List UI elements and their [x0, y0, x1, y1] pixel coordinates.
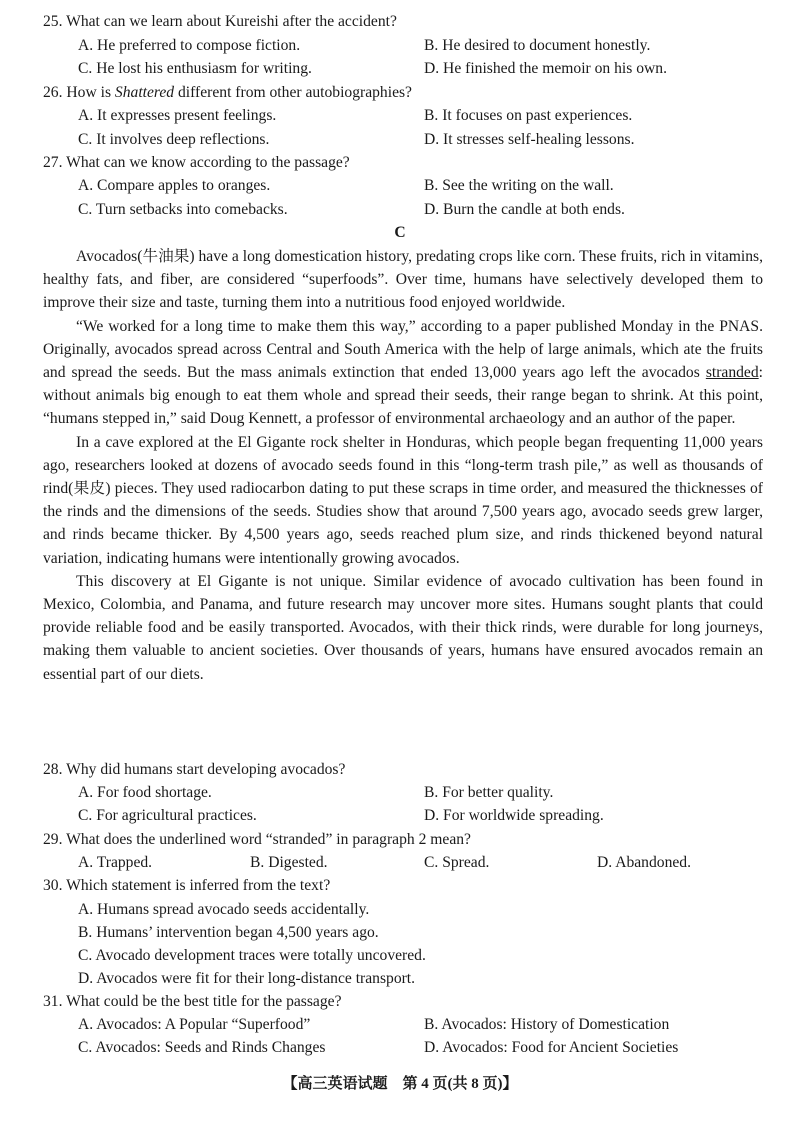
question-25-stem: 25. What can we learn about Kureishi after the accident?	[43, 13, 397, 30]
question-26-stem-suffix: different from other autobiographies?	[174, 84, 412, 101]
question-31-stem: 31. What could be the best title for the passage?	[43, 993, 342, 1010]
page-footer: 【高三英语试题 第 4 页(共 8 页)】	[282, 1076, 518, 1092]
question-27-option-c: C. Turn setbacks into comebacks.	[78, 201, 288, 218]
question-31-option-a: A. Avocados: A Popular “Superfood”	[78, 1016, 311, 1033]
passage	[43, 245, 763, 686]
question-27-option-b: B. See the writing on the wall.	[424, 177, 614, 194]
question-26-stem-title: Shattered	[114, 84, 175, 101]
section-label: C	[394, 224, 406, 241]
question-30-option-b: B. Humans’ intervention began 4,500 years ago.	[78, 924, 379, 941]
question-27-stem: 27. What can we know according to the passage?	[43, 154, 350, 171]
question-30-option-d: D. Avocados were fit for their long-distance transport.	[78, 970, 416, 987]
question-31-option-c: C. Avocados: Seeds and Rinds Changes	[78, 1039, 326, 1056]
passage-paragraph-1: Avocados(牛油果) have a long domestication history, predating crops like corn. These fruits, rich in vitamins, healthy fats, and fiber, are considered “superfoods”. Over time, humans have selectively developed them to improve their size and taste, turning them into a nutritious food enjoyed worldwide.	[43, 248, 763, 312]
question-31-option-d: D. Avocados: Food for Ancient Societies	[424, 1039, 679, 1056]
question-28-option-a: A. For food shortage.	[78, 784, 212, 801]
question-27-option-a: A. Compare apples to oranges.	[78, 177, 271, 194]
question-29-option-d: D. Abandoned.	[597, 854, 691, 871]
passage-paragraph-4: This discovery at El Gigante is not unique. Similar evidence of avocado cultivation has been found in Mexico, Colombia, and Panama, and future research may uncover more sites. Humans sought plants that could provide reliable food and be easily transported. Avocados, with their thick rinds, were durable for long journeys, making them valuable to ancient societies. Over thousands of years, humans have ensured avocados remain an essential part of our diets.	[43, 572, 763, 683]
question-30-stem: 30. Which statement is inferred from the text?	[43, 877, 331, 894]
question-25-option-b: B. He desired to document honestly.	[424, 37, 651, 54]
question-25-option-a: A. He preferred to compose fiction.	[78, 37, 301, 54]
question-28-option-d: D. For worldwide spreading.	[424, 807, 604, 824]
question-30-option-a: A. Humans spread avocado seeds accidentally.	[78, 901, 370, 918]
question-28-option-b: B. For better quality.	[424, 784, 554, 801]
paragraph-2-text-before: “We worked for a long time to make them this way,” according to a paper published Monday in the PNAS. Originally, avocados spread across Central and South America with the help of large animals, which ate the fruits and spread the seeds. But the mass animals extinction that ended 13,000 years ago left the avocados	[43, 317, 763, 382]
question-28-stem: 28. Why did humans start developing avocados?	[43, 761, 346, 778]
question-26-stem	[43, 82, 412, 104]
question-27-option-d: D. Burn the candle at both ends.	[424, 201, 625, 218]
passage-paragraph-3: In a cave explored at the El Gigante rock shelter in Honduras, which people began frequenting 11,000 years ago, researchers looked at dozens of avocado seeds found in this “long-term trash pile,” as well as thousands of rind(果皮) pieces. They used radiocarbon dating to put these scraps in time order, and measured the thicknesses of the rinds and the dimensions of the seeds. Studies show that around 7,500 years ago, avocado seeds grew larger, and rinds became thicker. By 4,500 years ago, seeds reached plum size, and rinds thickened beyond natural variation, indicating humans were intentionally growing avocados.	[43, 433, 763, 567]
question-25-option-d: D. He finished the memoir on his own.	[424, 60, 667, 77]
question-25-option-c: C. He lost his enthusiasm for writing.	[78, 60, 312, 77]
question-28-option-c: C. For agricultural practices.	[78, 807, 257, 824]
question-31-option-b: B. Avocados: History of Domestication	[424, 1016, 670, 1033]
question-29-option-a: A. Trapped.	[78, 854, 153, 871]
passage-paragraph-2	[43, 315, 763, 431]
question-30-option-c: C. Avocado development traces were totally uncovered.	[78, 947, 426, 964]
paragraph-2-text-after: : without animals big enough to eat them whole and spread their seeds, their range began to shrink. At this point, “humans stepped in,” said Doug Kennett, a professor of environmental archaeology and an author of the paper.	[43, 364, 763, 428]
question-26-option-c: C. It involves deep reflections.	[78, 131, 270, 148]
question-29-option-b: B. Digested.	[250, 854, 328, 871]
question-29-option-c: C. Spread.	[424, 854, 490, 871]
underlined-word-stranded: stranded	[705, 364, 759, 382]
question-26-stem-prefix: 26. How is	[43, 84, 115, 101]
question-26-option-d: D. It stresses self-healing lessons.	[424, 131, 635, 148]
question-29-stem: 29. What does the underlined word “stranded” in paragraph 2 mean?	[43, 831, 471, 848]
question-26-option-b: B. It focuses on past experiences.	[424, 107, 633, 124]
question-26-option-a: A. It expresses present feelings.	[78, 107, 277, 124]
